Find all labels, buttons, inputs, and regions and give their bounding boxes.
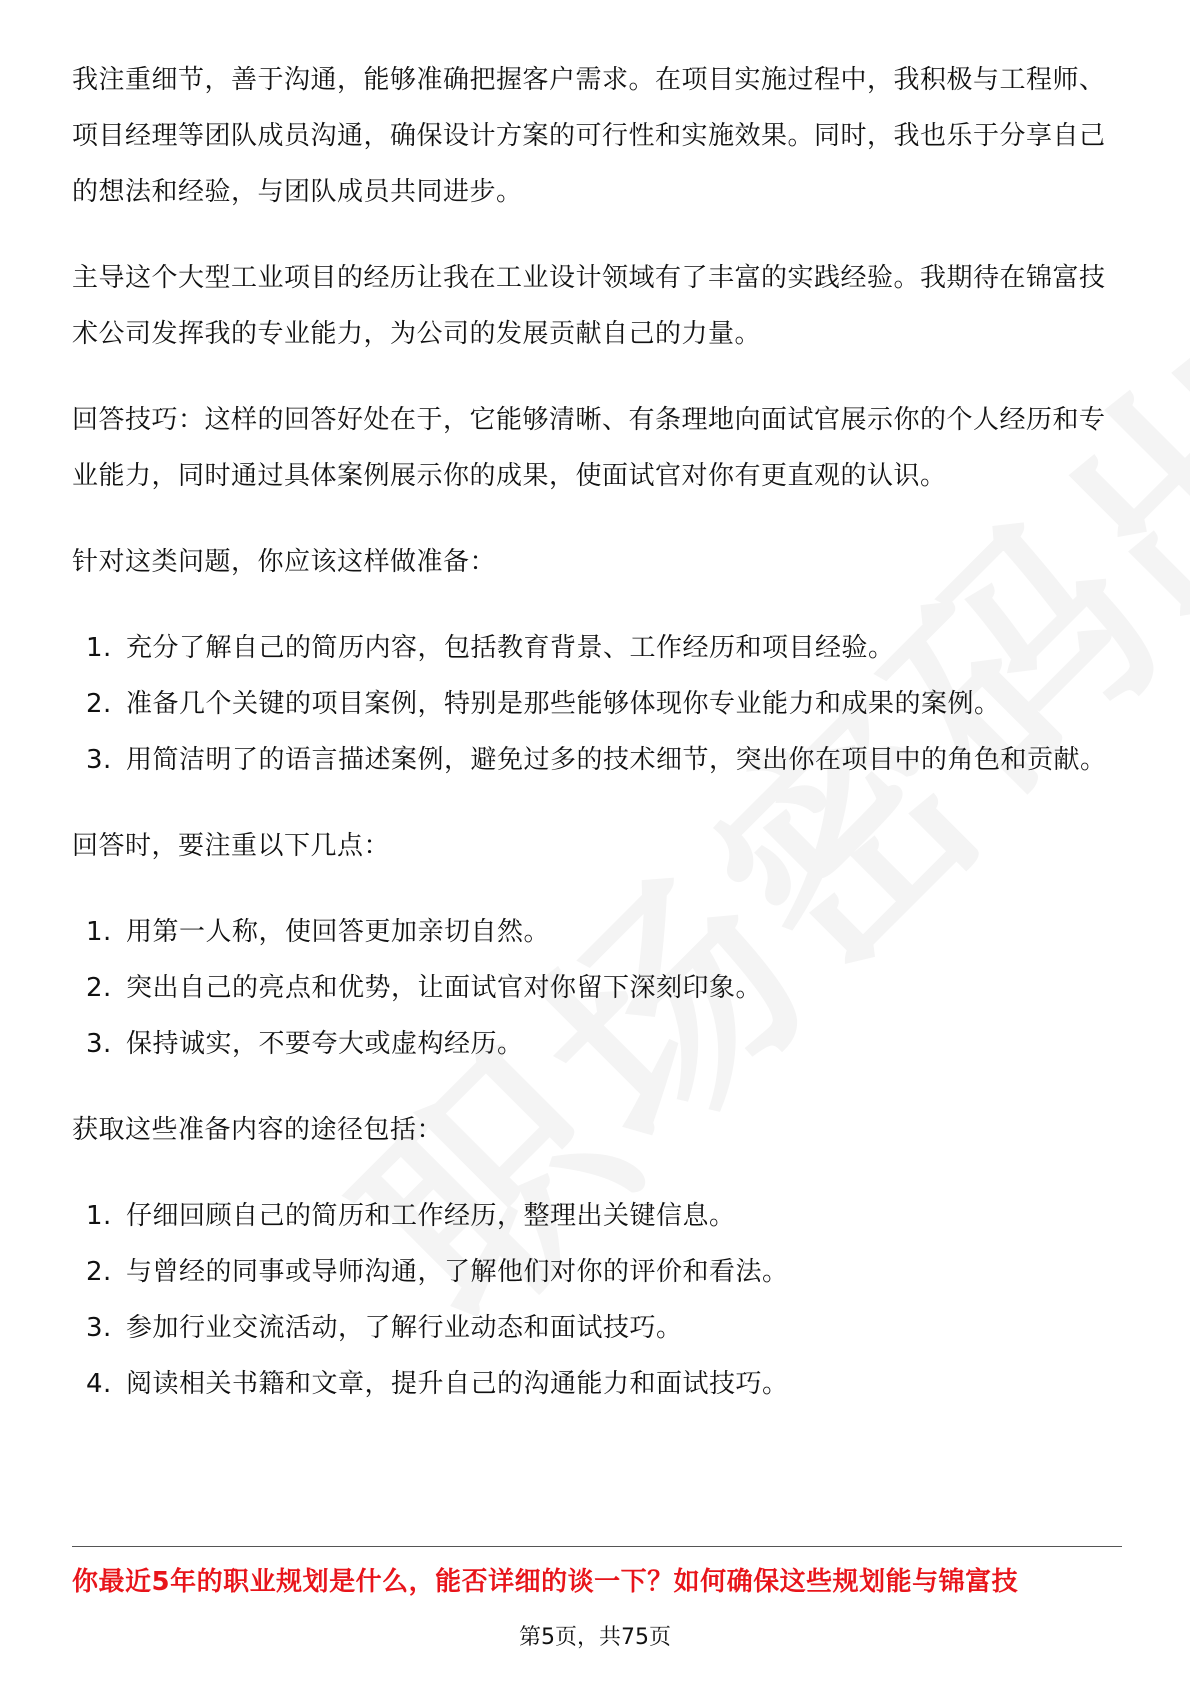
list-item: 4. 阅读相关书籍和文章，提升自己的沟通能力和面试技巧。 xyxy=(86,1369,789,1399)
list-item: 2. 突出自己的亮点和优势，让面试官对你留下深刻印象。 xyxy=(86,973,763,1003)
list-item: 2. 准备几个关键的项目案例，特别是那些能够体现你专业能力和成果的案例。 xyxy=(86,689,1001,719)
list-item: 3. 参加行业交流活动，了解行业动态和面试技巧。 xyxy=(86,1313,683,1343)
list-item: 2. 与曾经的同事或导师沟通，了解他们对你的评价和看法。 xyxy=(86,1257,789,1287)
section-divider xyxy=(72,1546,1122,1547)
preparation-list xyxy=(72,620,1122,788)
list-item: 3. 用简洁明了的语言描述案例，避免过多的技术细节，突出你在项目中的角色和贡献。 xyxy=(86,745,1107,775)
list-item: 1. 仔细回顾自己的简历和工作经历，整理出关键信息。 xyxy=(86,1201,736,1231)
paragraph-detail-communication: 我注重细节，善于沟通，能够准确把握客户需求。在项目实施过程中，我积极与工程师、项目经理等团队成员沟通，确保设计方案的可行性和实施效果。同时，我也乐于分享自己的想法和经验，与团队成员共同进步。 xyxy=(72,65,1106,207)
list-item: 1. 用第一人称，使回答更加亲切自然。 xyxy=(86,917,551,947)
paragraph-preparation-heading: 针对这类问题，你应该这样做准备： xyxy=(72,547,497,577)
sources-list xyxy=(72,1188,1122,1412)
answer-points-list xyxy=(72,904,1122,1072)
paragraph-sources-heading: 获取这些准备内容的途径包括： xyxy=(72,1115,444,1145)
paragraph-answer-heading: 回答时，要注重以下几点： xyxy=(72,831,391,861)
list-item: 1. 充分了解自己的简历内容，包括教育背景、工作经历和项目经验。 xyxy=(86,633,895,663)
paragraph-project-summary: 主导这个大型工业项目的经历让我在工业设计领域有了丰富的实践经验。我期待在锦富技术公司发挥我的专业能力，为公司的发展贡献自己的力量。 xyxy=(72,263,1106,349)
paragraph-answer-tips: 回答技巧：这样的回答好处在于，它能够清晰、有条理地向面试官展示你的个人经历和专业能力，同时通过具体案例展示你的成果，使面试官对你有更直观的认识。 xyxy=(72,405,1106,491)
list-item: 3. 保持诚实，不要夸大或虚构经历。 xyxy=(86,1029,524,1059)
document-body xyxy=(72,52,1122,1412)
page-number: 第5页，共75页 xyxy=(519,1625,671,1650)
next-question-heading: 你最近5年的职业规划是什么，能否详细的谈一下？如何确保这些规划能与锦富技 xyxy=(72,1567,1019,1597)
